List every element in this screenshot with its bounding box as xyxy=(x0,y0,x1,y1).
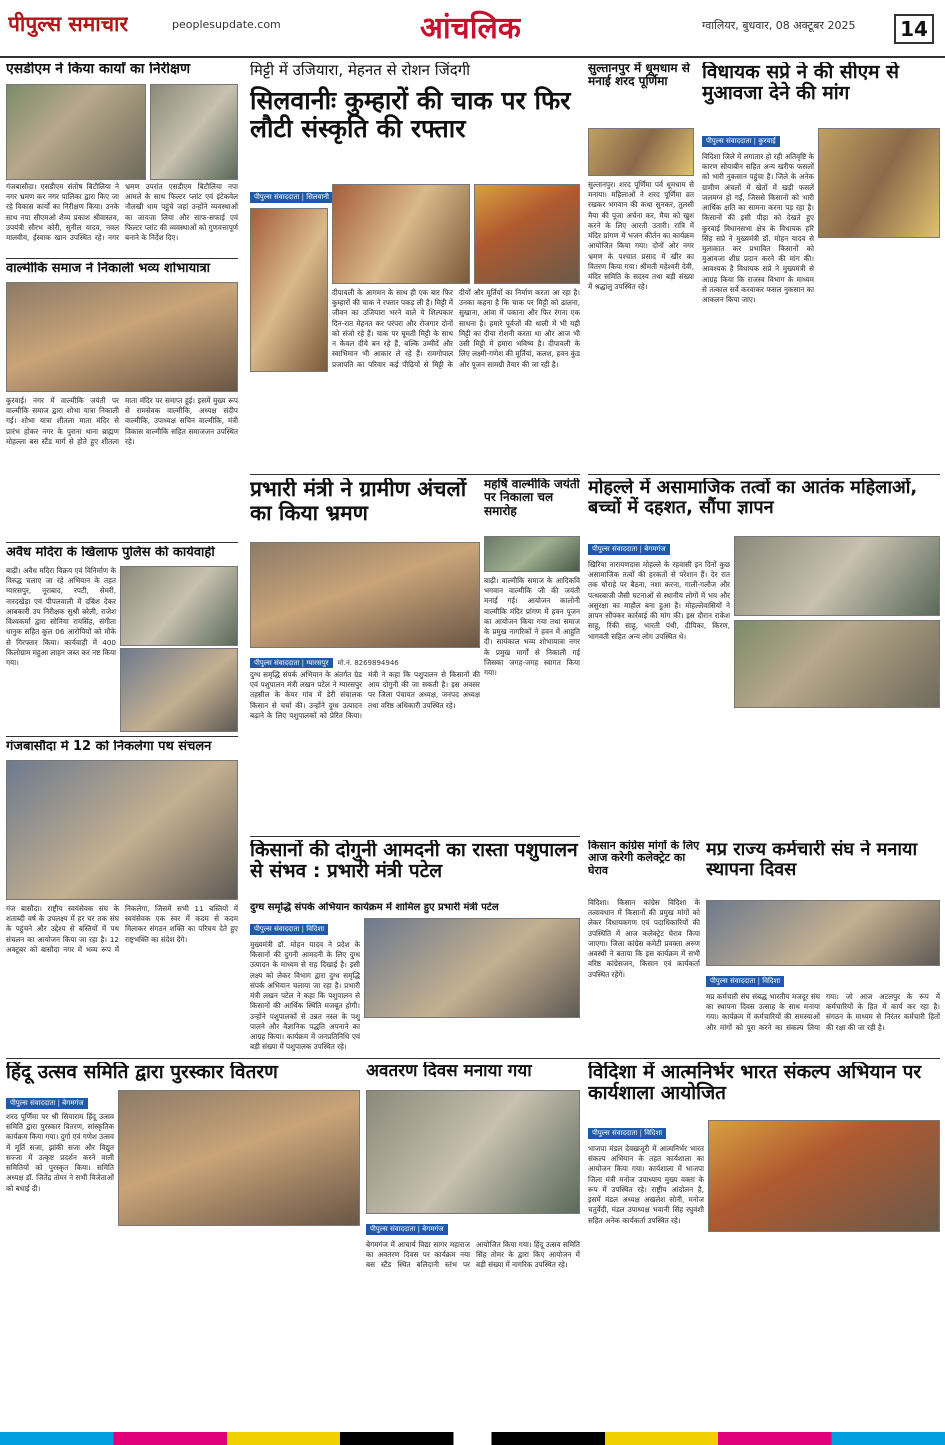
photo xyxy=(734,536,940,616)
photo xyxy=(332,184,470,284)
photo xyxy=(120,648,238,732)
brand-logo: पीपुल्स समाचार xyxy=(8,12,129,36)
photo xyxy=(818,128,940,238)
article-body: मुख्यमंत्री डॉ. मोहन यादव ने प्रदेश के किसानों की दुगनी आमदनी के लिए दुग्ध उत्पादन के माध्यम से राह दिखाई है। इसी लक्ष्य को लेकर विभाग द्वारा दुग्ध समृद्धि संपर्क अभियान चलाया जा रहा है। प्रभारी मंत्री लखन पटेल ने कहा कि पशुपालन से किसानों की आर्थिक स्थिति मजबूत होगी। उन्होंने पशुपालकों से उन्नत नस्ल के पशु पालने और वैज्ञानिक पद्धति अपनाने का आग्रह किया। कार्यक्रम में जनप्रतिनिधि एवं बड़ी संख्या में पशुपालक उपस्थित रहे। xyxy=(250,940,360,1052)
photo xyxy=(474,184,580,284)
subtitle-block xyxy=(250,902,580,916)
headline: वाल्मीकि समाज ने निकाली भव्य शोभायात्रा xyxy=(6,262,211,276)
headline: विदिशा में आत्मनिर्भर भारत संकल्प अभियान पर कार्यशाला आयोजित xyxy=(588,1062,922,1105)
article-body: बाढ़ी। वाल्मीकि समाज के आदिकवि भगवान वाल्मीकि जी की जयंती मनाई गई। आयोजन कालोनी वाल्मीकि मंदिर प्रांगण में हवन पूजन का आयोजन किया गया तथा समाज के प्रमुख नागरिकों ने हवन में आहुति दी। सायंकाल भव्य शोभायात्रा नगर के प्रमुख मार्गों से निकाली गई जिसका जगह-जगह स्वागत किया गया। xyxy=(484,576,580,677)
article-body: खिरिया नारायणदास मोहल्ले के रहवासी इन दिनों कुछ असामाजिक तत्वों की हरकतों से परेशान हैं। देर रात तक चौराहे पर बैठना, नशा करना, गाली-गलौज और पत्थरबाजी जैसी घटनाओं से स्थानीय लोगों में भय और असुरक्षा का माहौल बना हुआ है। मोहल्लेवासियों ने ज्ञापन सौंपकर कार्रवाई की मांग की। इस दौरान राकेश साहू, रिंकी साहू, भारती पंथी, दीपिका, किरण, भागवती सहित अन्य लोग उपस्थित थे। xyxy=(588,560,730,641)
photo xyxy=(734,620,940,708)
subtitle: दुग्ध समृद्धि संपर्क अभियान कार्यक्रम में शामिल हुए प्रभारी मंत्री पटेल xyxy=(250,902,499,913)
byline-block xyxy=(588,536,730,556)
photo xyxy=(364,918,580,1018)
byline-block xyxy=(706,968,940,990)
article-karmachari-sangh xyxy=(706,840,940,898)
article-body: मप्र कर्मचारी संघ संबद्ध भारतीय मजदूर संघ का स्थापना दिवस उत्साह के साथ मनाया गया। कार्यक्रम में कर्मचारियों की समस्याओं और मांगों को पूरा करने का संकल्प लिया गया। जो आज अटलपुर के रूप में कर्मचारियों के हित में कार्य कर रहा है। संगठन के माध्यम से निरंतर कर्मचारी हितों की रक्षा की जा रही है। xyxy=(706,992,940,1032)
article-body-cont xyxy=(118,1230,360,1428)
divider xyxy=(6,736,238,737)
headline: किसानों की दोगुनी आमदनी का रास्ता पशुपालन से संभव : प्रभारी मंत्री पटेल xyxy=(250,840,578,883)
article-mohalla xyxy=(588,478,940,534)
byline: पीपुल्स संवाददाता | बेगमगंज xyxy=(366,1224,448,1235)
byline: पीपुल्स संवाददाता | सिलवानी xyxy=(250,192,333,203)
headline: किसान कांग्रेस मांगों के लिए आज करेगी कलेक्ट्रेट का घेराव xyxy=(588,840,700,877)
headline: प्रभारी मंत्री ने ग्रामीण अंचलों का किया भ्रमण xyxy=(250,478,467,525)
photo xyxy=(484,536,580,572)
article-body: दीपावली के आगमन के साथ ही एक बार फिर कुम्हारों की चाक ने रफ्तार पकड़ ली है। मिट्टी में जीवन का उजियारा भरने वाले ये शिल्पकार दिन-रात मेहनत कर परंपरा और रोजगार दोनों को संजो रहे हैं। चाक पर घूमती मिट्टी के साथ न केवल दीये बन रहे हैं, बल्कि उम्मीदें और स्वाभिमान भी आकार ले रहे हैं। रामगोपाल प्रजापति का परिवार कई पीढ़ियों से मिट्टी के दीयों और मूर्तियों का निर्माण करता आ रहा है। उनका कहना है कि चाक पर मिट्टी को ढालना, सुखाना, आंवा में पकाना और फिर रंगना एक साधना है। हमारे पूर्वजों की थाली में भी यही मिट्टी का दीया रोशनी करता था और आज भी उसी मिट्टी में हमारा भविष्य है। दीपावली के लिए लक्ष्मी-गणेश की मूर्तियां, कलश, हवन कुंड और पूजन सामग्री तैयार की जा रही है। xyxy=(332,288,580,369)
article-atmanirbhar xyxy=(588,1062,940,1118)
byline: पीपुल्स संवाददाता | बेगमगंज xyxy=(6,1098,88,1109)
byline: पीपुल्स संवाददाता | विदिशा xyxy=(250,924,328,935)
headline: गंजबासौदा में 12 को निकलेगा पथ संचलन xyxy=(6,740,212,754)
photo xyxy=(118,1090,360,1226)
article-body-cont xyxy=(708,1236,940,1428)
kicker: मिट्टी में उजियारा, मेहनत से रोशन जिंदगी xyxy=(250,62,471,79)
byline-block xyxy=(702,128,814,148)
article-body: बाढ़ी। अवैध मदिरा विक्रय एवं विनिर्माण के विरुद्ध चलाए जा रहे अभियान के तहत ग्यारसपुर, नूराबाद, रपटी, सेमरी, नारदखेड़ा एवं पीपलवाली में दबिश देकर आबकारी उप निरीक्षक सुश्री बरेली, राजेश विश्वकर्मा द्वारा सोनिया रायसिंह, संगीता धानुक सहित कुल 06 आरोपियों को मौके से गिरफ्तार किया। कार्यवाही में 400 किलोग्राम महुआ लाहन जब्त कर नष्ट किया गया। xyxy=(6,566,116,667)
photo xyxy=(708,1120,940,1232)
article-valmiki-jayanti xyxy=(484,478,580,534)
byline: पीपुल्स संवाददाता | बेगमगंज xyxy=(588,544,670,555)
site-url[interactable]: peoplesupdate.com xyxy=(172,18,281,31)
divider xyxy=(588,474,940,475)
article-body: सुल्तानपुर। शरद पूर्णिमा पर्व धूमधाम से मनाया। महिलाओं ने शरद पूर्णिमा व्रत रखकर भगवान की कथा सुनकर, तुलसी मैया की पूजा अर्चना कर, मैया को खुश करने के लिए आरती उतारी। रात्रि में मंदिर प्रांगण में भजन कीर्तन का कार्यक्रम आयोजित किया गया। दोनों ओर नगर भ्रमण के पश्चात प्रसाद में खीर का वितरण किया गया। श्रीमती महेश्वरी देवी, मंदिर समिति के सदस्य तथा बड़ी संख्या में श्रद्धालु उपस्थित रहे। xyxy=(588,180,694,292)
article-body: गंजबासौदा। एसडीएम संतोष बिटौलिया ने नगर भ्रमण कर नगर पालिका द्वारा किए जा रहे विकास कार्यों का निरीक्षण किया। उनके साथ नपा सीएमओ शैव्य प्रकाश श्रीवास्तव, उपयंत्री सौरभ कोरी, सुनील यादव, नवल मालवीय, ईस्वाक खान उपस्थित रहे। नगर भ्रमण उपरांत एसडीएम बिटौलिया नपा आमले के साथ फिल्टर प्लांट एवं इंटेकवेल नौलखी धाम पहुंचे जहां उन्होंने व्यवस्थाओं का जायजा लिया और साफ-सफाई एवं फिल्टर प्लांट की व्यवस्थाओं को गुणवत्तापूर्ण बनाने के निर्देश दिए। xyxy=(6,182,238,243)
dateline: ग्वालियर, बुधवार, 08 अक्टूबर 2025 xyxy=(702,19,856,32)
divider xyxy=(250,474,580,475)
article-doguni-aamdani xyxy=(250,840,580,900)
divider xyxy=(6,258,238,259)
headline: मोहल्ले में असामाजिक तत्वों का आतंक महिलाओं, बच्चों में दहशत, सौंपा ज्ञापन xyxy=(588,478,918,519)
article-mla-sapre xyxy=(702,62,940,130)
divider xyxy=(250,836,580,837)
byline-block xyxy=(588,1120,704,1142)
photo xyxy=(706,900,940,966)
photo xyxy=(6,760,238,900)
byline: पीपुल्स संवाददाता | विदिशा xyxy=(706,976,784,987)
page-number: 14 xyxy=(894,14,934,44)
headline: विधायक सप्रे ने की सीएम से मुआवजा देने की मांग xyxy=(702,62,899,105)
section-title: आंचलिक xyxy=(420,11,521,46)
article-avtaran-diwas xyxy=(366,1062,580,1088)
mobile: मो.नं. 8269894946 xyxy=(337,659,399,667)
byline: पीपुल्स संवाददाता | विदिशा xyxy=(588,1128,666,1139)
photo xyxy=(150,84,238,180)
photo xyxy=(6,84,146,180)
article-body-cont xyxy=(364,1022,580,1054)
article-liquor xyxy=(6,546,238,564)
photo xyxy=(250,208,328,372)
article-path-sanchalan xyxy=(6,740,238,758)
byline-block xyxy=(366,1216,580,1238)
masthead xyxy=(0,0,945,58)
divider xyxy=(6,542,238,543)
article-body: भाजपा मंडल देवखजूरी में आत्मनिर्भर भारत संकल्प अभियान के तहत कार्यशाला का आयोजन किया गया। कार्यशाला में भाजपा जिला मंत्री मनोज उपाध्याय मुख्य वक्ता के रूप में उपस्थित रहे। राष्ट्रीय आंदोलन है, इसमें मंडल अध्यक्ष अखलेश सोनी, मनोज चतुर्वेदी, मंडल उपाध्यक्ष भवानी सिंह रघुवंशी सहित अनेक कार्यकर्ता उपस्थित रहे। xyxy=(588,1144,704,1225)
byline-block xyxy=(250,916,360,938)
divider xyxy=(6,1058,940,1059)
article-body: गंज बासौदा। राष्ट्रीय स्वयंसेवक संघ के शताब्दी वर्ष के उपलक्ष्य में हर घर तक संघ के पहुंचने और उद्देश्य से बस्तियों में पथ संचलन का आयोजन किया जा रहा है। 12 अक्टूबर को बासौदा नगर में भव्य रूप में निकलेगा, जिसमें सभी 11 बस्तियों में स्वयंसेवक एक स्वर में कदम से कदम मिलाकर संगठन शक्ति का परिचय देते हुए राष्ट्रभक्ति का संदेश देंगे। xyxy=(6,904,238,954)
article-body: शरद पूर्णिमा पर श्री सियाराम हिंदू उत्सव समिति द्वारा पुरस्कार वितरण, सांस्कृतिक कार्यक्रम किया गया। दुर्गा एवं गणेश उत्सव में मूर्ति सजा, झांकी सजा और विद्युत सज्जा में उत्कृष्ट प्रदर्शन करने वाली समितियों को पुरस्कृत किया। समिति अध्यक्ष डॉ. जितेंद्र तोमर ने सभी विजेताओं को बधाई दी। xyxy=(6,1112,114,1193)
headline: सुल्तानपुर में धूमधाम से मनाई शरद पूर्णिमा xyxy=(588,62,690,89)
color-registration-strip xyxy=(0,1432,945,1445)
article-body-cont xyxy=(818,242,940,472)
photo xyxy=(366,1090,580,1214)
article-body: दुग्ध समृद्धि संपर्क अभियान के अंतर्गत ग्रेड एवं पशुपालन मंत्री लखन पटेल ने ग्यारसपुर तहसील के केयर गांव में डेरी संचालक किसान से चर्चा की। उन्होंने दुग्ध उत्पादन बढ़ाने के लिए पशुपालकों को प्रेरित किया। मंत्री ने कहा कि पशुपालन से किसानों की आय दोगुनी की जा सकती है। इस अवसर पर जिला पंचायत अध्यक्ष, जनपद अध्यक्ष तथा वरिष्ठ अधिकारी उपस्थित रहे। xyxy=(250,670,480,720)
byline: पीपुल्स संवाददाता | ग्यारसपुर xyxy=(250,658,333,668)
article-hindu-utsav xyxy=(6,1062,360,1088)
article-body-cont xyxy=(250,376,328,472)
photo xyxy=(250,542,480,648)
article-body-cont xyxy=(734,712,940,834)
article-body: विदिशा। किसान कांग्रेस विदिशा के तत्वावधान में किसानों की प्रमुख मांगों को लेकर विधायकगण एवं पदाधिकारियों की उपस्थिति में आज कलेक्ट्रेट घेराव किया जाएगा। जिला कांग्रेस कमेटी प्रवक्ता अरुण अवस्थी ने बताया कि इस कार्यक्रम में सभी वरिष्ठ कांग्रेसजन, किसान एवं कार्यकर्ता उपस्थित रहेंगे। xyxy=(588,898,700,979)
headline: अवैध मदिरा के खिलाफ पुलिस की कार्यवाही xyxy=(6,546,215,560)
photo xyxy=(588,128,694,176)
byline: पीपुल्स संवाददाता | कुरवाई xyxy=(702,136,780,147)
photo xyxy=(120,566,238,646)
article-silwani xyxy=(250,62,580,182)
article-body: कुरवाई। नगर में वाल्मीकि जयंती पर वाल्मीकि समाज द्वारा शोभा यात्रा निकाली गई। शोभा यात्रा शीतला माता मंदिर से प्रारंभ होकर नगर के पुराना थाना ब्राह्मण मोहल्ला बस स्टैंड मार्ग से होते हुए शीतला माता मंदिर पर समाप्त हुई। इसमें मुख्य रूप से रामसेवक वाल्मीकि, अध्यक्ष संदीप वाल्मीकि, उपाध्यक्ष सचिन वाल्मीकि, मंत्री विकास वाल्मीकि सहित समाजजन उपस्थित रहे। xyxy=(6,396,238,446)
headline: सिलवानीः कुम्हारों की चाक पर फिर लौटी संस्कृति की रफ्तार xyxy=(250,85,571,143)
article-sdm xyxy=(6,62,238,180)
headline: महर्षि वाल्मीकि जयंती पर निकाला चल समारोह xyxy=(484,478,580,518)
article-valmiki xyxy=(6,262,238,280)
headline: हिंदू उत्सव समिति द्वारा पुरस्कार वितरण xyxy=(6,1062,278,1083)
photo xyxy=(6,282,238,392)
article-sultanpur xyxy=(588,62,694,126)
article-body: विदिशा जिले में लगातार हो रही अतिवृष्टि के कारण सोयाबीन सहित अन्य खरीफ फसलों को भारी नुकसान पहुंचा है। जिले के अनेक ग्रामीण अंचलों में खेतों में खड़ी फसलें जलमग्न हो गईं, जिससे किसानों को भारी आर्थिक क्षति का सामना करना पड़ रहा है। किसानों की इसी पीड़ा को देखते हुए कुरवाई विधानसभा क्षेत्र के विधायक हरि सिंह सप्रे ने मुख्यमंत्री डॉ. मोहन यादव से मुलाकात कर प्रभावित किसानों को मुआवजा शीघ्र प्रदान करने की मांग की। आवश्यक है विधायक सप्रे ने मुख्यमंत्री से आग्रह किया कि राजस्व विभाग के माध्यम से तत्काल सर्वे करवाकर फसल नुकसान का आकलन किया जाए। xyxy=(702,152,814,305)
headline: मप्र राज्य कर्मचारी संघ ने मनाया स्थापना दिवस xyxy=(706,840,918,881)
article-body: बेगमगंज में आचार्य विद्या सागर महाराज का अवतरण दिवस पर कार्यक्रम नया बस स्टैंड स्थित बलिदानी स्तंभ पर आयोजित किया गया। हिंदू उत्सव समिति सिंह तोमर के द्वारा किए आयोजन में बड़ी संख्या में नागरिक उपस्थित रहे। xyxy=(366,1240,580,1270)
article-kisan-congress xyxy=(588,840,700,896)
article-minister-tour xyxy=(250,478,480,540)
headline: एसडीएम ने किया कार्यों का निरीक्षण xyxy=(6,62,191,77)
headline: अवतरण दिवस मनाया गया xyxy=(366,1062,532,1081)
byline-block xyxy=(250,650,480,668)
